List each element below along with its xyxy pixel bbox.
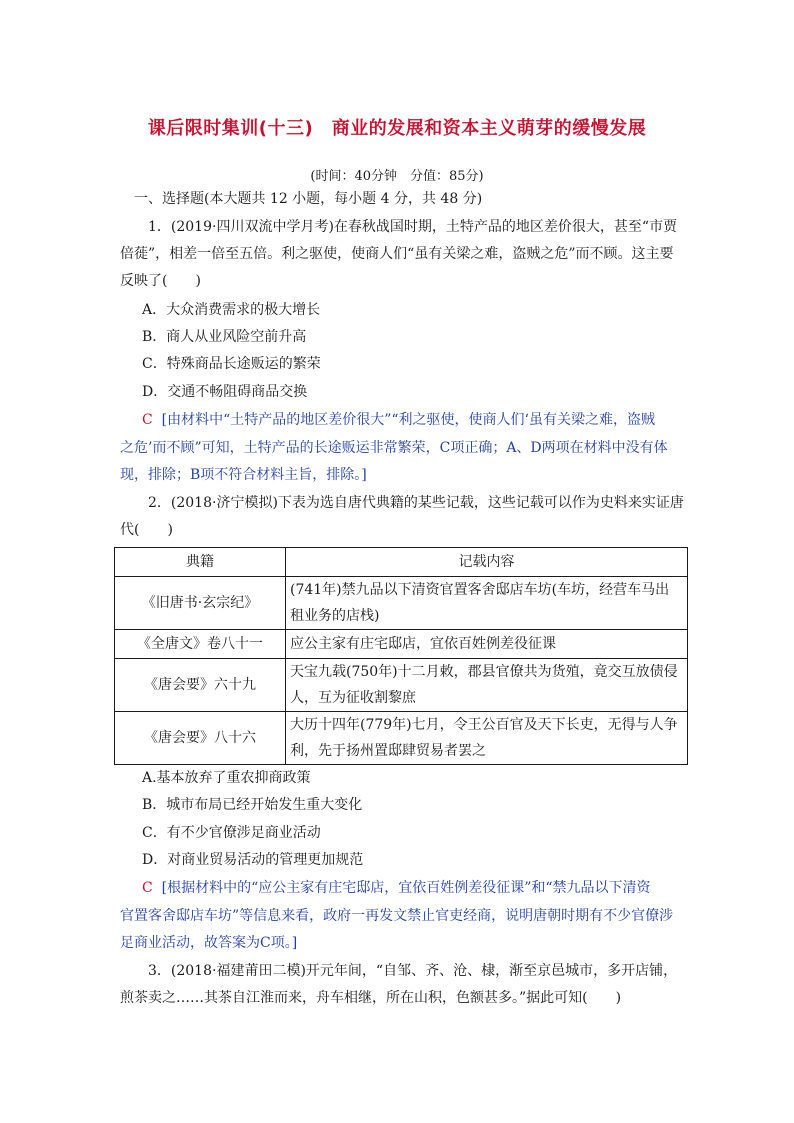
q2-answer-line-1 [142,875,712,902]
q1-explanation-2: 之危’而不顾”可知，土特产品的长途贩运非常繁荣，C项正确；A、D两项在材料中没有体 [120,440,668,456]
table-cell-content: 应公主家有庄宅邸店，宜依百姓例差役征课 [286,630,688,659]
table-cell-content: 天宝九载(750年)十二月敕，郡县官僚共为货殖，竟交互放债侵人，互为征收割黎庶 [286,659,688,712]
q1-stem-line-1: 1．(2019·四川双流中学月考)在春秋战国时期，土特产品的地区差价很大，甚至“市贾 [148,219,678,235]
table-cell-book: 《唐会要》六十九 [115,659,286,712]
q2-answer-letter: C [142,880,153,896]
q1-explanation-3: 现，排除；B项不符合材料主旨，排除。] [120,467,367,483]
q1-answer-line-1 [142,407,712,434]
table-row [115,577,688,630]
q2-option-a: A.基本放弃了重农抑商政策 [142,770,311,786]
q1-option-d: D．交通不畅阻碍商品交换 [142,384,308,400]
document-title: 课后限时集训(十三) 商业的发展和资本主义萌芽的缓慢发展 [147,118,647,139]
records-table [114,547,688,765]
q2-option-d: D．对商业贸易活动的管理更加规范 [142,852,364,868]
q2-stem-line-1: 2．(2018·济宁模拟)下表为选自唐代典籍的某些记载，这些记载可以作为史料来实证唐 [148,495,684,511]
table-cell-content: (741年)禁九品以下清资官置客舍邸店车坊(车坊，经营车马出租业务的店栈) [286,577,688,630]
q1-stem-line-2: 倍蓰”，相差一倍至五倍。利之驱使，使商人们“虽有关梁之难，盗贼之危”而不顾。这主要 [120,246,674,262]
section-heading: 一、选择题(本大题共 12 小题，每小题 4 分，共 48 分) [134,191,483,207]
q3-stem-line-1: 3．(2018·福建莆田二模)开元年间，“自邹、齐、沧、棣，渐至京邑城市，多开店铺， [148,963,678,979]
q3-stem-line-2: 煎茶卖之……其茶自江淮而来，舟车相继，所在山积，色额甚多。”据此可知( ) [120,990,622,1006]
table-header-content: 记载内容 [286,548,688,577]
q2-explanation-1: [根据材料中的“应公主家有庄宅邸店，宜依百姓例差役征课”和“禁九品以下清资 [161,880,651,896]
table-row [115,712,688,765]
q2-stem-line-2: 代( ) [120,522,173,538]
q2-option-b: B．城市布局已经开始发生重大变化 [142,797,363,813]
table-cell-book: 《唐会要》八十六 [115,712,286,765]
q2-explanation-3: 足商业活动，故答案为C项。] [120,935,298,951]
table-cell-content: 大历十四年(779年)七月，令王公百官及天下长吏，无得与人争利，先于扬州置邸肆贸易者罢之 [286,712,688,765]
table-header-book: 典籍 [115,548,286,577]
q1-option-a: A．大众消费需求的极大增长 [142,302,321,318]
q1-explanation-1: [由材料中“土特产品的地区差价很大”“利之驱使，使商人们‘虽有关梁之难，盗贼 [161,412,656,428]
table-row [115,659,688,712]
q2-option-c: C．有不少官僚涉足商业活动 [142,825,321,841]
time-score-info: (时间：40分钟 分值：85分) [310,169,484,184]
q1-answer-letter: C [142,412,153,428]
q1-stem-line-3: 反映了( ) [120,273,201,289]
table-cell-book: 《全唐文》卷八十一 [115,630,286,659]
q1-option-c: C．特殊商品长途贩运的繁荣 [142,356,321,372]
q2-explanation-2: 官置客舍邸店车坊”等信息来看，政府一再发文禁止官吏经商，说明唐朝时期有不少官僚涉 [120,908,674,924]
table-header-row [115,548,688,577]
table-row [115,630,688,659]
q1-option-b: B．商人从业风险空前升高 [142,329,307,345]
table-cell-book: 《旧唐书·玄宗纪》 [115,577,286,630]
